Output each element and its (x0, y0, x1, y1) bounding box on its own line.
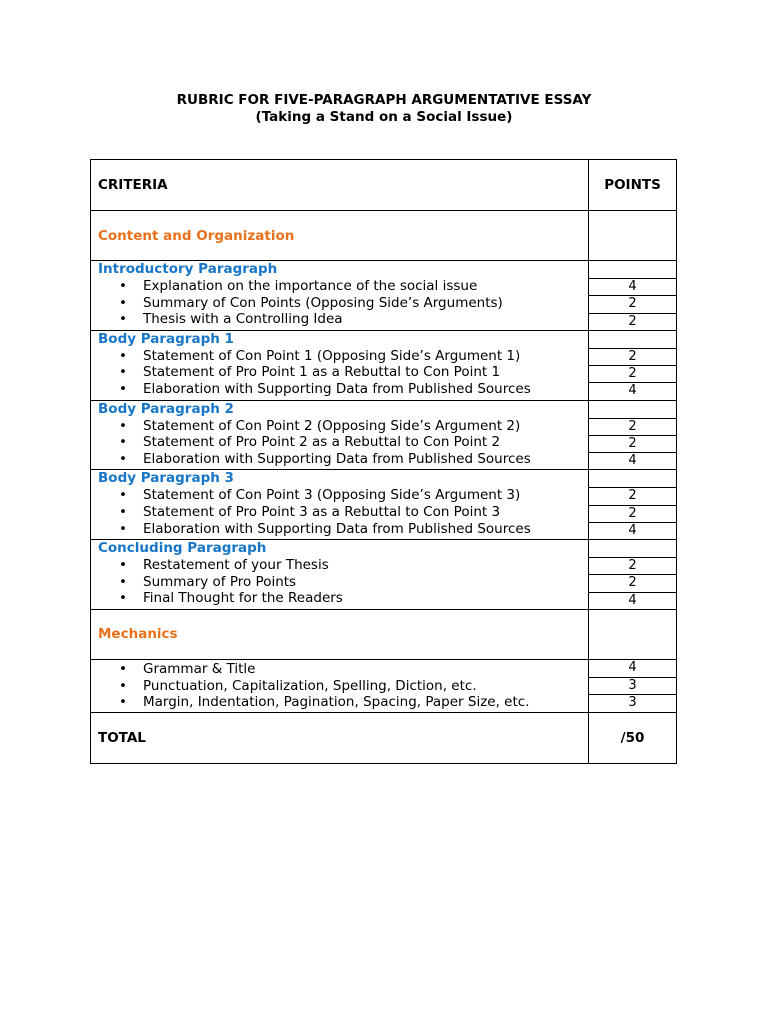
mechanics-item-text: Punctuation, Capitalization, Spelling, Diction, etc. (143, 677, 477, 694)
section-row-content-organization (91, 211, 677, 261)
total-label: TOTAL (91, 712, 589, 763)
criteria-group-row (91, 400, 677, 470)
criteria-group-row (91, 261, 677, 331)
group-heading: Body Paragraph 3 (98, 470, 234, 487)
criteria-group-row (91, 540, 677, 610)
group-heading: Introductory Paragraph (98, 261, 278, 277)
points-value: 2 (589, 435, 676, 452)
criteria-group-cell (91, 540, 589, 610)
total-points: /50 (589, 712, 677, 763)
bullet-icon: • (119, 347, 127, 364)
points-header: POINTS (589, 160, 677, 211)
group-heading: Body Paragraph 1 (98, 330, 234, 347)
criteria-item-text: Thesis with a Controlling Idea (143, 311, 343, 328)
criteria-item-text: Statement of Con Point 1 (Opposing Side’s Argument 1) (143, 347, 521, 364)
group-heading: Concluding Paragraph (98, 540, 267, 557)
points-value: 2 (589, 574, 676, 591)
criteria-group-cell (91, 400, 589, 470)
points-spacer (589, 540, 676, 557)
section-points-cell (589, 609, 677, 659)
criteria-item (98, 487, 588, 504)
mechanics-item (98, 661, 588, 678)
criteria-item (98, 451, 588, 468)
points-value: 2 (589, 505, 676, 522)
criteria-group-cell (91, 470, 589, 540)
points-spacer (589, 401, 676, 418)
points-value: 2 (589, 487, 676, 504)
bullet-icon: • (119, 590, 127, 607)
points-value: 4 (589, 522, 676, 539)
criteria-item (98, 557, 588, 574)
bullet-icon: • (119, 434, 127, 451)
criteria-item (98, 364, 588, 381)
points-value: 2 (589, 348, 676, 365)
mechanics-items (91, 659, 589, 712)
document-title: RUBRIC FOR FIVE-PARAGRAPH ARGUMENTATIVE ESSAY (176, 92, 592, 108)
criteria-item-text: Summary of Pro Points (143, 573, 297, 590)
points-value: 2 (589, 557, 676, 574)
section-points-cell (589, 211, 677, 261)
points-group-cell (589, 470, 677, 540)
criteria-item-text: Elaboration with Supporting Data from Published Sources (143, 380, 531, 397)
points-value: 2 (589, 418, 676, 435)
criteria-item (98, 590, 588, 607)
criteria-item (98, 521, 588, 538)
points-value: 2 (589, 313, 676, 330)
criteria-item (98, 504, 588, 521)
points-group-cell (589, 330, 677, 400)
criteria-item (98, 418, 588, 435)
section-title: Content and Organization (91, 211, 589, 261)
bullet-icon: • (119, 294, 127, 311)
bullet-icon: • (119, 694, 127, 711)
criteria-item-text: Statement of Pro Point 3 as a Rebuttal to Con Point 3 (143, 503, 501, 520)
criteria-item-text: Statement of Con Point 3 (Opposing Side’s Argument 3) (143, 487, 521, 504)
points-value: 4 (628, 659, 637, 675)
criteria-item-text: Restatement of your Thesis (143, 557, 329, 574)
header-row (91, 160, 677, 211)
bullet-icon: • (119, 417, 127, 434)
criteria-item (98, 434, 588, 451)
rubric-table (90, 159, 677, 764)
mechanics-item-text: Margin, Indentation, Pagination, Spacing, Paper Size, etc. (143, 694, 530, 711)
points-spacer (589, 470, 676, 487)
points-value: 4 (589, 382, 676, 399)
group-heading: Body Paragraph 2 (98, 400, 234, 417)
mechanics-item (98, 694, 588, 711)
section-title: Mechanics (91, 609, 589, 659)
bullet-icon: • (119, 380, 127, 397)
points-group-cell (589, 400, 677, 470)
points-value: 2 (589, 365, 676, 382)
document-subtitle: (Taking a Stand on a Social Issue) (255, 109, 513, 125)
points-spacer (589, 331, 676, 348)
mechanics-points (589, 659, 677, 712)
mechanics-item (98, 678, 588, 695)
points-value: 4 (589, 592, 676, 609)
bullet-icon: • (119, 450, 127, 467)
criteria-item-text: Elaboration with Supporting Data from Published Sources (143, 520, 531, 537)
criteria-item-text: Statement of Pro Point 1 as a Rebuttal to Con Point 1 (143, 364, 501, 381)
bullet-icon: • (119, 660, 127, 677)
criteria-item (98, 295, 588, 312)
criteria-item-text: Summary of Con Points (Opposing Side’s Arguments) (143, 294, 503, 311)
mechanics-item-text: Grammar & Title (143, 660, 256, 677)
criteria-item (98, 348, 588, 365)
points-value: 4 (589, 452, 676, 469)
criteria-header: CRITERIA (91, 160, 589, 211)
points-group-cell (589, 540, 677, 610)
criteria-group-row (91, 330, 677, 400)
bullet-icon: • (119, 487, 127, 504)
bullet-icon: • (119, 311, 127, 328)
bullet-icon: • (119, 520, 127, 537)
points-spacer (589, 261, 676, 278)
criteria-item (98, 574, 588, 591)
criteria-item (98, 278, 588, 295)
bullet-icon: • (119, 278, 127, 294)
bullet-icon: • (119, 364, 127, 381)
mechanics-row (91, 659, 677, 712)
points-value: 4 (589, 278, 676, 295)
criteria-item (98, 311, 588, 328)
criteria-item-text: Final Thought for the Readers (143, 590, 343, 607)
criteria-group-cell (91, 261, 589, 331)
criteria-item-text: Statement of Pro Point 2 as a Rebuttal to Con Point 2 (143, 434, 501, 451)
criteria-item-text: Statement of Con Point 2 (Opposing Side’s Argument 2) (143, 417, 521, 434)
points-value: 3 (589, 694, 676, 712)
points-group-cell (589, 261, 677, 331)
section-row-mechanics (91, 609, 677, 659)
bullet-icon: • (119, 503, 127, 520)
total-row (91, 712, 677, 763)
criteria-group-cell (91, 330, 589, 400)
bullet-icon: • (119, 557, 127, 574)
points-value: 3 (589, 677, 676, 695)
criteria-item-text: Explanation on the importance of the social issue (143, 278, 478, 294)
bullet-icon: • (119, 677, 127, 694)
points-value: 2 (589, 295, 676, 312)
criteria-group-row (91, 470, 677, 540)
criteria-item-text: Elaboration with Supporting Data from Published Sources (143, 450, 531, 467)
bullet-icon: • (119, 573, 127, 590)
criteria-item (98, 381, 588, 398)
